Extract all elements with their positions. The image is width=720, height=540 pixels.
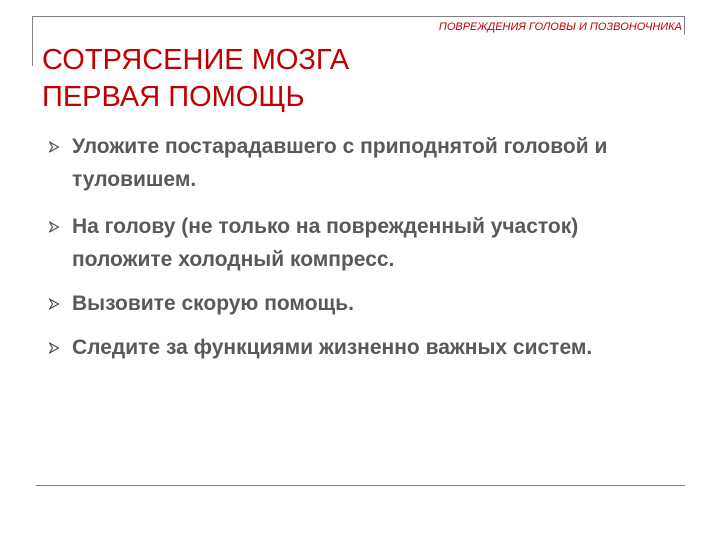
list-item-text: Уложите постарадавшего с приподнятой головой и туловишем. — [72, 135, 608, 191]
list-item-text: Следите за функциями жизненно важных систем. — [72, 336, 593, 359]
slide-title-line-1: СОТРЯСЕНИЕ МОЗГА — [42, 44, 350, 76]
list-item — [48, 331, 648, 364]
section-label: ПОВРЕЖДЕНИЯ ГОЛОВЫ И ПОЗВОНОЧНИКА — [438, 21, 682, 33]
list-item — [48, 130, 648, 196]
list-item-text: На голову (не только на поврежденный участок) положите холодный компресс. — [72, 215, 579, 271]
list-item — [48, 210, 648, 276]
slide-title — [42, 42, 602, 116]
first-aid-steps-list — [48, 130, 648, 378]
arrowhead-bullet-icon — [48, 342, 60, 354]
arrowhead-bullet-icon — [48, 298, 60, 310]
frame-left-line — [32, 16, 33, 66]
frame-right-line — [684, 16, 685, 35]
slide-title-line-2: ПЕРВАЯ ПОМОЩЬ — [42, 81, 305, 113]
list-item — [48, 287, 648, 320]
frame-bottom-line — [36, 485, 685, 486]
arrowhead-bullet-icon — [48, 141, 60, 153]
frame-top-line — [32, 16, 685, 17]
arrowhead-bullet-icon — [48, 221, 60, 233]
list-item-text: Вызовите скорую помощь. — [72, 292, 354, 315]
